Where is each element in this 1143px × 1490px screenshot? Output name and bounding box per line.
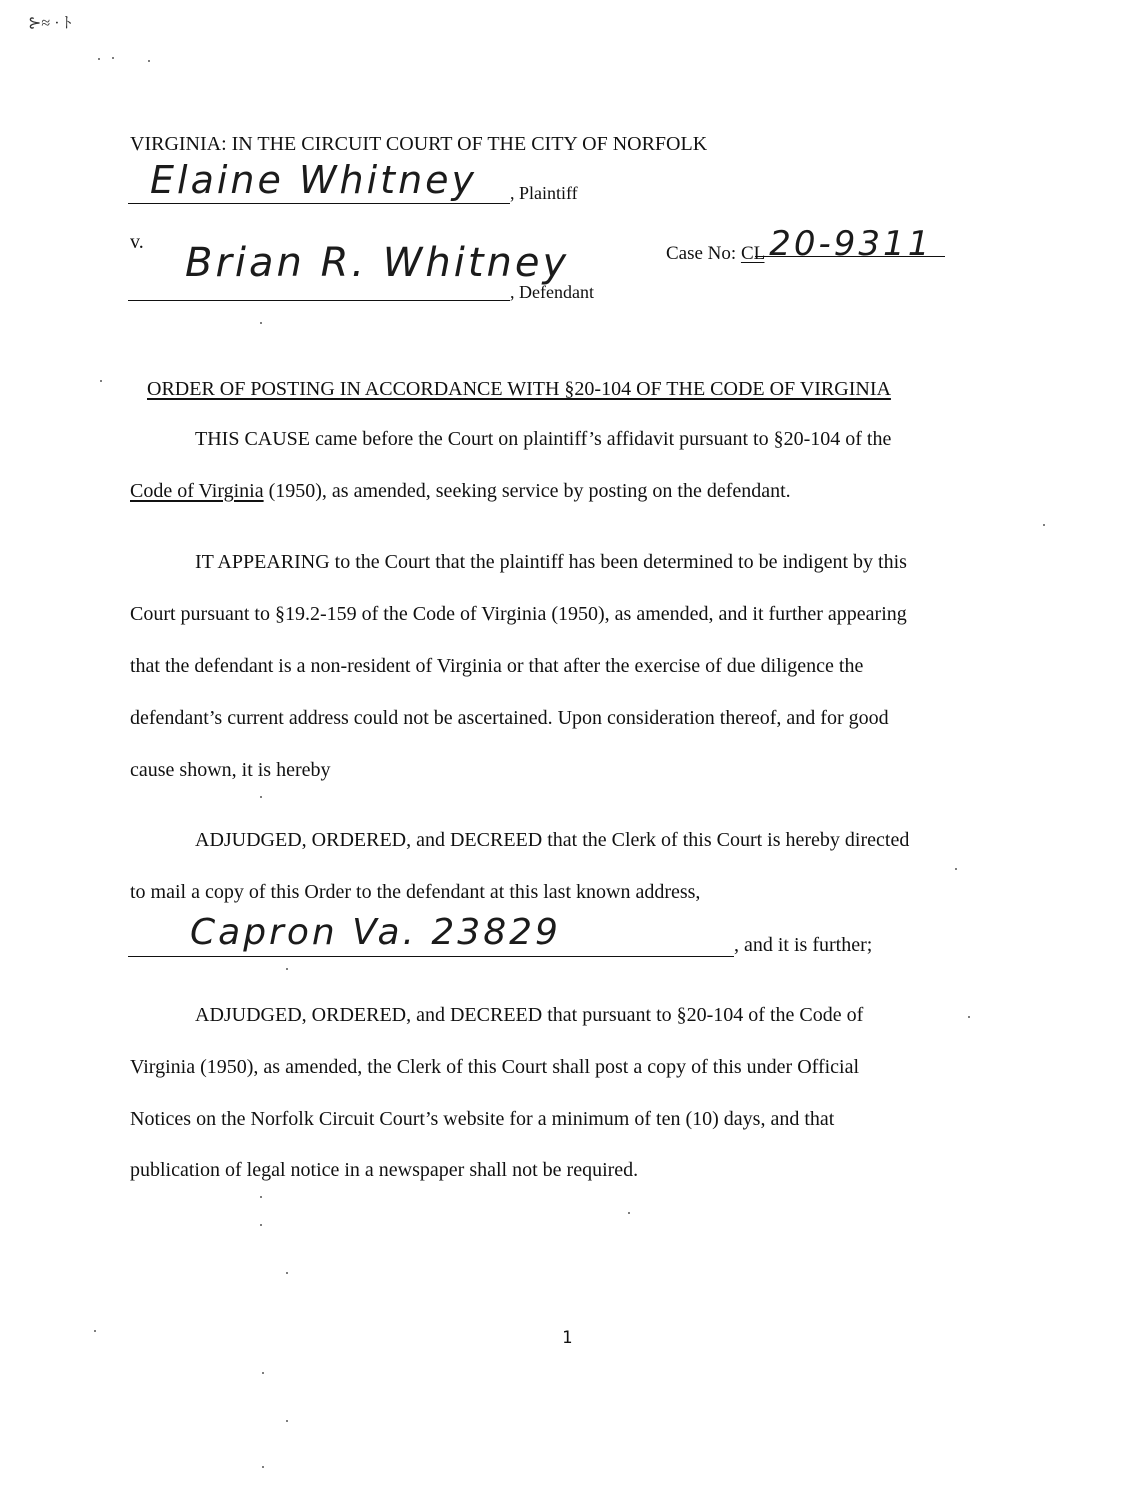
address-line	[128, 956, 734, 957]
scan-artifact: ⊱≈ · ﾄ	[28, 15, 72, 32]
scan-speck	[628, 1212, 630, 1214]
scan-speck	[968, 1016, 970, 1018]
document-title: ORDER OF POSTING IN ACCORDANCE WITH §20-104 OF THE CODE OF VIRGINIA	[147, 378, 891, 400]
scan-speck	[955, 868, 957, 870]
scan-speck	[94, 1330, 96, 1332]
adjudged-post-line-4: publication of legal notice in a newspaper shall not be required.	[130, 1159, 639, 1181]
versus: v.	[130, 231, 144, 253]
scan-speck	[262, 1372, 264, 1374]
case-label: Case No:	[666, 243, 737, 264]
scan-speck	[260, 1196, 262, 1198]
adjudged-mail-line-2: to mail a copy of this Order to the defendant at this last known address,	[130, 881, 701, 903]
plaintiff-signature: Elaine Whitney	[150, 158, 478, 202]
adjudged-mail-line-1: ADJUDGED, ORDERED, and DECREED that the Clerk of this Court is hereby directed	[195, 829, 910, 851]
scan-speck	[260, 796, 262, 798]
address-suffix: , and it is further;	[734, 934, 873, 956]
scan-speck	[286, 1272, 288, 1274]
appearing-line-4: defendant’s current address could not be ascertained. Upon consideration thereof, and for good	[130, 707, 889, 729]
cause-line-1: THIS CAUSE came before the Court on plaintiff’s affidavit pursuant to §20-104 of the	[195, 428, 892, 450]
court-caption: VIRGINIA: IN THE CIRCUIT COURT OF THE CITY OF NORFOLK	[130, 133, 708, 155]
page-number: 1	[562, 1328, 573, 1348]
scan-speck	[286, 1420, 288, 1422]
scan-speck	[98, 58, 100, 60]
cause-line-2-rest: (1950), as amended, seeking service by posting on the defendant.	[263, 480, 791, 502]
address-handwritten: Capron Va. 23829	[190, 912, 561, 953]
case-number	[666, 224, 933, 268]
cause-line-2	[130, 479, 791, 503]
defendant-line	[128, 300, 510, 301]
appearing-line-1: IT APPEARING to the Court that the plaintiff has been determined to be indigent by this	[195, 551, 907, 573]
defendant-label: , Defendant	[510, 282, 594, 302]
case-prefix: CL	[740, 243, 765, 264]
case-number-line	[755, 256, 945, 257]
plaintiff-label: , Plaintiff	[510, 183, 578, 203]
code-of-virginia: Code of Virginia	[130, 480, 264, 502]
scan-speck	[260, 1224, 262, 1226]
defendant-signature: Brian R. Whitney	[185, 240, 570, 286]
scan-speck	[1043, 524, 1045, 526]
scan-speck	[286, 968, 288, 970]
scan-speck	[112, 57, 114, 59]
appearing-line-2: Court pursuant to §19.2-159 of the Code of Virginia (1950), as amended, and it further appearing	[130, 603, 907, 625]
adjudged-post-line-1: ADJUDGED, ORDERED, and DECREED that pursuant to §20-104 of the Code of	[195, 1004, 864, 1026]
scan-speck	[100, 380, 102, 382]
appearing-line-5: cause shown, it is hereby	[130, 759, 331, 781]
scan-speck	[260, 322, 262, 324]
adjudged-post-line-3: Notices on the Norfolk Circuit Court’s website for a minimum of ten (10) days, and that	[130, 1108, 835, 1130]
appearing-line-3: that the defendant is a non-resident of Virginia or that after the exercise of due diligence the	[130, 655, 864, 677]
scan-speck	[148, 60, 150, 62]
plaintiff-line	[128, 203, 510, 204]
adjudged-post-line-2: Virginia (1950), as amended, the Clerk of this Court shall post a copy of this under Official	[130, 1056, 860, 1078]
scan-speck	[262, 1466, 264, 1468]
case-number-handwritten: 20-9311	[769, 224, 933, 264]
